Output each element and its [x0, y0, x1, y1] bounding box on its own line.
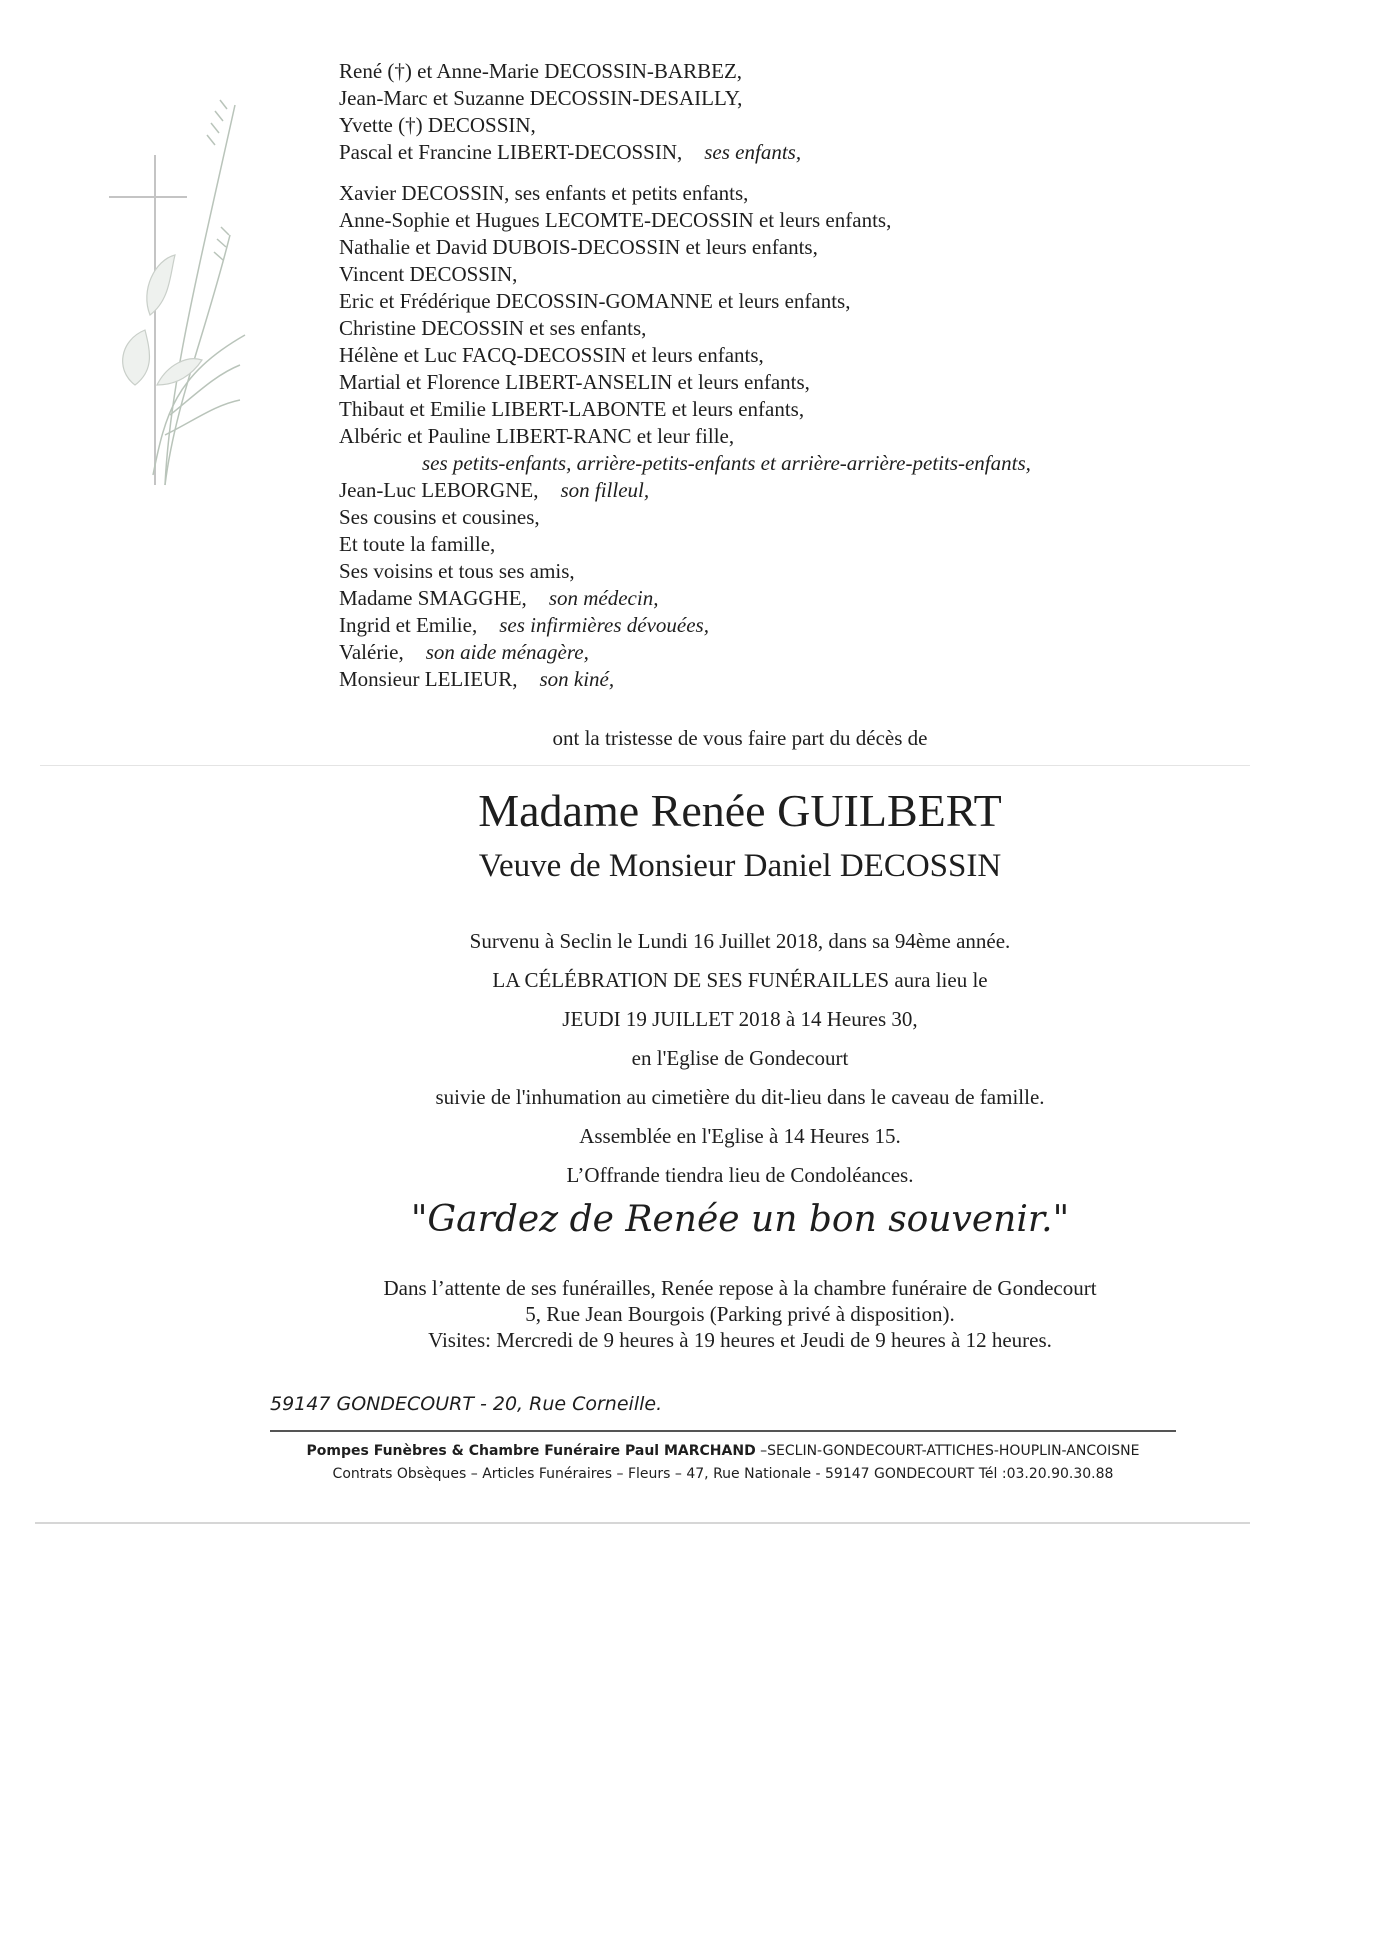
cross-lily-wheat-icon	[95, 85, 255, 505]
divider	[40, 765, 1250, 766]
grandchild-line: Eric et Frédérique DECOSSIN-GOMANNE et leurs enfants,	[339, 289, 851, 313]
parent-line: Jean-Marc et Suzanne DECOSSIN-DESAILLY,	[339, 86, 743, 110]
detail-line: L’Offrande tiendra lieu de Condoléances.	[566, 1163, 914, 1187]
family-address: 59147 GONDECOURT - 20, Rue Corneille.	[270, 1393, 663, 1415]
detail-line: Assemblée en l'Eglise à 14 Heures 15.	[579, 1124, 901, 1148]
relatives-line: Et toute la famille,	[339, 532, 496, 556]
page-bottom-rule	[35, 1522, 1250, 1524]
grandchild-line: Martial et Florence LIBERT-ANSELIN et leurs enfants,	[339, 370, 810, 394]
wake-line: Dans l’attente de ses funérailles, Renée repose à la chambre funéraire de Gondecourt	[383, 1276, 1097, 1300]
grandchild-line: Xavier DECOSSIN, ses enfants et petits enfants,	[339, 181, 749, 205]
grandchild-line: Thibaut et Emilie LIBERT-LABONTE et leurs enfants,	[339, 397, 805, 421]
detail-line: Survenu à Seclin le Lundi 16 Juillet 2018, dans sa 94ème année.	[469, 929, 1011, 953]
deceased-name: Madame Renée GUILBERT	[478, 785, 1002, 836]
family-list	[339, 58, 1339, 693]
detail-line: en l'Eglise de Gondecourt	[631, 1046, 849, 1070]
wake-line: Visites: Mercredi de 9 heures à 19 heures et Jeudi de 9 heures à 12 heures.	[428, 1328, 1052, 1352]
detail-line: JEUDI 19 JUILLET 2018 à 14 Heures 30,	[562, 1007, 918, 1031]
footer-line-2: Contrats Obsèques – Articles Funéraires – Fleurs – 47, Rue Nationale - 59147 GONDECOURT Tél :03.20.90.30.88	[332, 1466, 1114, 1482]
grandchild-line: Hélène et Luc FACQ-DECOSSIN et leurs enfants,	[339, 343, 764, 367]
footer-divider	[270, 1430, 1176, 1432]
widow-line: Veuve de Monsieur Daniel DECOSSIN	[478, 848, 1002, 884]
wake-info	[300, 1275, 1180, 1353]
funeral-details	[300, 922, 1180, 1195]
nurses-line: Ingrid et Emilie, ses infirmières dévouées,	[339, 613, 709, 637]
footer-line-1	[270, 1440, 1176, 1463]
grandchild-line: Albéric et Pauline LIBERT-RANC et leur fille,	[339, 424, 735, 448]
godson-line: Jean-Luc LEBORGNE, son filleul,	[339, 478, 650, 502]
relatives-line: Ses voisins et tous ses amis,	[339, 559, 575, 583]
grandchild-line: Anne-Sophie et Hugues LECOMTE-DECOSSIN et leurs enfants,	[339, 208, 892, 232]
company-name: Pompes Funèbres & Chambre Funéraire Paul MARCHAND	[306, 1443, 756, 1459]
wake-line: 5, Rue Jean Bourgois (Parking privé à disposition).	[525, 1302, 955, 1326]
grandchildren-role: ses petits-enfants, arrière-petits-enfants et arrière-arrière-petits-enfants,	[422, 451, 1031, 475]
company-locations: –SECLIN-GONDECOURT-ATTICHES-HOUPLIN-ANCOISNE	[755, 1443, 1140, 1459]
children-role: ses enfants,	[704, 140, 802, 164]
parent-line: René (†) et Anne-Marie DECOSSIN-BARBEZ,	[339, 59, 743, 83]
doctor-line: Madame SMAGGHE, son médecin,	[339, 586, 659, 610]
funeral-home-footer	[270, 1440, 1176, 1486]
relatives-line: Ses cousins et cousines,	[339, 505, 540, 529]
grandchild-line: Nathalie et David DUBOIS-DECOSSIN et leurs enfants,	[339, 235, 818, 259]
kine-line: Monsieur LELIEUR, son kiné,	[339, 667, 615, 691]
announcement-intro: ont la tristesse de vous faire part du décès de	[552, 726, 928, 750]
grandchild-line: Christine DECOSSIN et ses enfants,	[339, 316, 647, 340]
detail-line: LA CÉLÉBRATION DE SES FUNÉRAILLES aura lieu le	[492, 968, 988, 992]
parent-line: Pascal et Francine LIBERT-DECOSSIN, ses enfants,	[339, 140, 802, 164]
memorial-quote: "Gardez de Renée un bon souvenir."	[410, 1199, 1070, 1240]
parent-line: Yvette (†) DECOSSIN,	[339, 113, 536, 137]
detail-line: suivie de l'inhumation au cimetière du dit-lieu dans le caveau de famille.	[435, 1085, 1045, 1109]
helper-line: Valérie, son aide ménagère,	[339, 640, 589, 664]
grandchild-line: Vincent DECOSSIN,	[339, 262, 518, 286]
